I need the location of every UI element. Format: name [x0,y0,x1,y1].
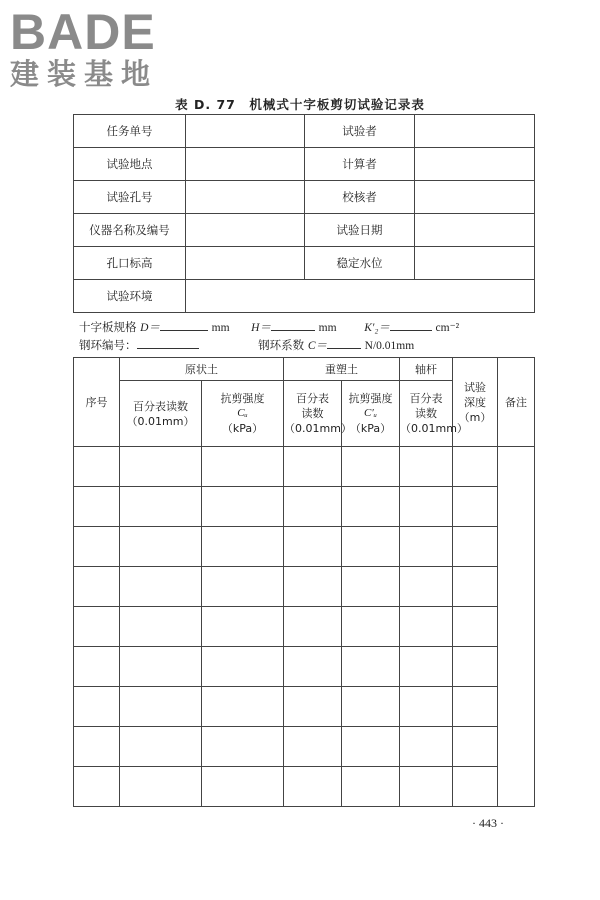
h-blank[interactable] [271,319,315,331]
table-cell[interactable] [202,567,284,607]
table-row [74,567,535,607]
info-row [74,214,535,247]
h-symbol: H＝ [251,322,271,334]
ring-no-label: 钢环编号： [79,338,137,352]
table-cell[interactable] [74,487,120,527]
info-label: 试验环境 [74,280,186,313]
table-cell[interactable] [284,487,342,527]
remold-reading-header [284,381,352,447]
table-cell[interactable] [120,447,202,487]
logo-chinese-name: 建装基地 [10,57,159,91]
page-number: · 443 · [472,816,504,830]
header-row-1 [74,358,535,381]
header-line: 读数 [415,407,437,421]
info-value-cell[interactable] [415,181,535,214]
h-unit: mm [318,322,337,334]
table-cell[interactable] [400,607,453,647]
table-cell[interactable] [284,447,342,487]
table-cell[interactable] [74,447,120,487]
table-cell[interactable] [120,767,202,807]
table-cell[interactable] [202,647,284,687]
table-cell[interactable] [74,647,120,687]
table-cell[interactable] [120,727,202,767]
orig-reading-header [120,381,202,447]
info-value-cell[interactable] [186,115,305,148]
table-cell[interactable] [284,607,342,647]
depth-line: 试验 [464,380,486,394]
table-cell[interactable] [453,767,498,807]
table-row [74,647,535,687]
info-label: 孔口标高 [74,247,186,280]
table-row [74,687,535,727]
logo-wordmark: BADE [10,4,156,60]
table-cell[interactable] [74,687,120,727]
table-cell[interactable] [453,487,498,527]
table-cell[interactable] [400,687,453,727]
table-cell[interactable] [284,687,342,727]
table-cell[interactable] [453,567,498,607]
info-row [74,247,535,280]
table-cell[interactable] [120,687,202,727]
table-cell[interactable] [74,527,120,567]
remark-header: 备注 [498,358,535,447]
table-cell[interactable] [342,687,400,727]
header-line: （kPa） [349,422,392,436]
table-cell[interactable] [202,727,284,767]
table-row [74,447,535,487]
info-label: 试验地点 [74,148,186,181]
c-unit: N/0.01mm [364,340,415,352]
table-cell[interactable] [74,767,120,807]
table-row [74,607,535,647]
ring-coef-label: 钢环系数 [258,338,305,352]
table-row [74,727,535,767]
header-line: 抗剪强度 [220,392,265,406]
info-value-cell[interactable] [186,247,305,280]
info-value-cell[interactable] [415,148,535,181]
table-row [74,527,535,567]
info-label: 试验者 [305,115,415,148]
depth-line: （m） [458,410,492,424]
k-symbol: K′₂＝ [364,322,390,334]
info-label: 仪器名称及编号 [74,214,186,247]
table-cell[interactable] [342,527,400,567]
header-line: 百分表 [409,392,443,406]
rod-reading-header [400,381,468,447]
info-value-cell[interactable] [415,214,535,247]
info-label: 稳定水位 [305,247,415,280]
info-label: 试验孔号 [74,181,186,214]
table-cell[interactable] [453,527,498,567]
d-symbol: D＝ [140,322,160,334]
table-cell[interactable] [284,767,342,807]
table-cell[interactable] [74,727,120,767]
table-cell[interactable] [400,487,453,527]
info-label: 计算者 [305,148,415,181]
table-row [74,487,535,527]
header-line: 读数 [301,407,324,421]
info-row [74,181,535,214]
table-cell[interactable] [453,607,498,647]
d-unit: mm [211,322,230,334]
spec-line-2 [79,337,539,353]
remark-cell[interactable] [498,447,535,807]
table-cell[interactable] [202,687,284,727]
original-soil-header: 原状土 [120,358,284,381]
info-value-cell[interactable] [186,148,305,181]
table-cell[interactable] [342,447,400,487]
table-cell[interactable] [342,607,400,647]
table-cell[interactable] [342,647,400,687]
header-line: Cᵤ [237,407,248,420]
header-line: （0.01mm） [284,422,352,436]
info-label: 校核者 [305,181,415,214]
table-cell[interactable] [400,727,453,767]
table-cell[interactable] [400,567,453,607]
spec-label: 十字板规格 [79,320,137,334]
table-row [74,767,535,807]
k-blank[interactable] [390,319,432,331]
table-cell[interactable] [284,727,342,767]
brand-logo [10,4,158,90]
header-line: （0.01mm） [126,414,195,428]
env-value-cell[interactable] [186,280,535,313]
info-row [74,115,535,148]
remolded-soil-header: 重塑土 [284,358,400,381]
header-line: （kPa） [221,422,264,436]
table-cell[interactable] [453,647,498,687]
table-cell[interactable] [284,567,342,607]
table-cell[interactable] [202,487,284,527]
table-cell[interactable] [74,567,120,607]
table-cell[interactable] [453,447,498,487]
table-cell[interactable] [453,727,498,767]
table-cell[interactable] [120,647,202,687]
table-cell[interactable] [202,447,284,487]
rod-header: 轴杆 [400,358,453,381]
info-value-cell[interactable] [186,214,305,247]
table-cell[interactable] [202,767,284,807]
table-cell[interactable] [284,527,342,567]
record-table [73,357,535,807]
header-line: 百分表 [296,392,329,406]
table-caption: 表 D. 77 机械式十字板剪切试验记录表 [175,97,425,112]
info-value-cell[interactable] [415,247,535,280]
orig-strength-header [202,381,284,447]
header-line: 百分表读数 [133,399,188,413]
info-row [74,148,535,181]
header-line: （0.01mm） [400,422,468,436]
info-value-cell[interactable] [415,115,535,148]
depth-line: 深度 [464,395,486,409]
info-row [74,280,535,313]
info-table [73,114,535,313]
info-label: 试验日期 [305,214,415,247]
remold-strength-header [342,381,400,447]
spec-line-1 [79,319,539,335]
table-cell[interactable] [120,527,202,567]
header-line: 抗剪强度 [348,392,393,406]
table-cell[interactable] [400,447,453,487]
table-cell[interactable] [74,607,120,647]
table-cell[interactable] [453,687,498,727]
c-symbol: C＝ [307,340,327,352]
table-cell[interactable] [202,527,284,567]
k-unit: cm⁻² [435,322,460,334]
header-line: C′ᵤ [364,407,377,420]
info-value-cell[interactable] [186,181,305,214]
table-cell[interactable] [400,647,453,687]
table-cell[interactable] [120,607,202,647]
table-cell[interactable] [342,567,400,607]
c-blank[interactable] [327,337,361,349]
table-cell[interactable] [342,727,400,767]
table-cell[interactable] [120,567,202,607]
table-cell[interactable] [202,607,284,647]
table-cell[interactable] [342,767,400,807]
table-cell[interactable] [284,647,342,687]
table-cell[interactable] [400,767,453,807]
seq-header: 序号 [74,358,120,447]
d-blank[interactable] [160,319,208,331]
table-cell[interactable] [342,487,400,527]
table-cell[interactable] [120,487,202,527]
info-label: 任务单号 [74,115,186,148]
table-cell[interactable] [400,527,453,567]
ring-no-blank[interactable] [137,337,199,349]
